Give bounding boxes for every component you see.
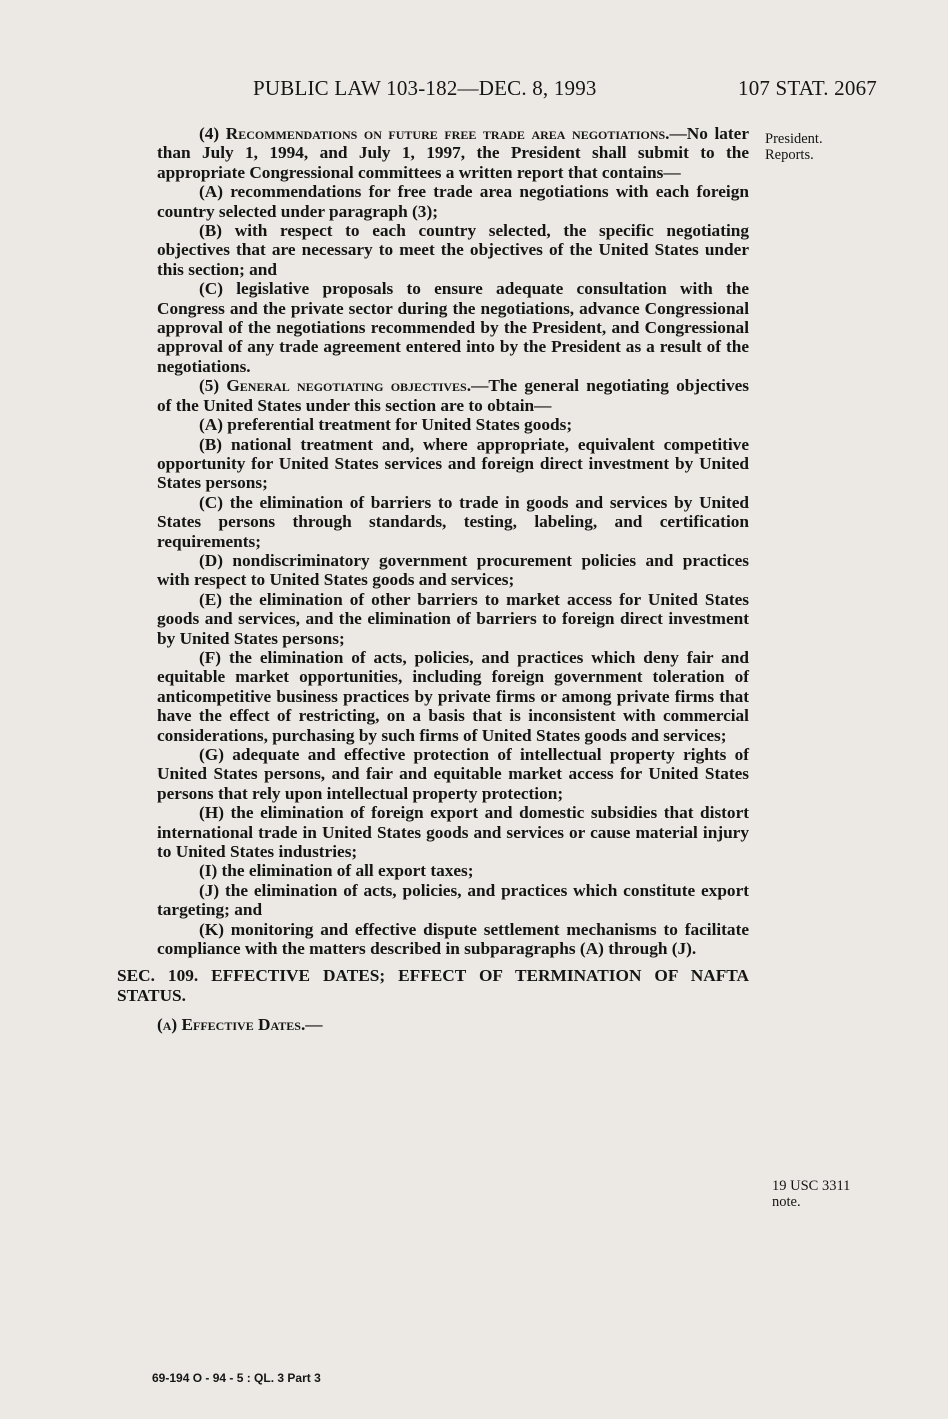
paragraph-text: —The general negotiating objectives of the United States under this section are to obtain— <box>157 376 750 415</box>
list-item: (A) preferential treatment for United States goods; <box>199 415 573 435</box>
list-item: (H) the elimination of foreign export and domestic subsidies that distort international trade in United States goods and services or cause material injury to United States industries; <box>157 803 749 862</box>
list-item: (G) adequate and effective protection of intellectual property rights of United States persons, and fair and equitable market access for United States persons that rely upon intellectual property protection; <box>157 745 749 803</box>
paragraph-text: —No later than July 1, 1994, and July 1, 1997, the President shall submit to the appropriate Congressional committees a written report that contains— <box>157 124 750 182</box>
list-item: (C) the elimination of barriers to trade in goods and services by United States persons through standards, testing, labeling, and certification requirements; <box>157 492 749 551</box>
list-item: (A) recommendations for free trade area negotiations with each foreign country selected under paragraph (3); <box>157 182 749 221</box>
body-text <box>117 124 750 1035</box>
list-item: (B) with respect to each country selected, the specific negotiating objectives that are necessary to meet the objectives of the United States under this section; and <box>157 221 749 279</box>
list-item: (I) the elimination of all export taxes; <box>199 861 474 881</box>
running-header: PUBLIC LAW 103-182—DEC. 8, 1993 <box>253 76 597 100</box>
paragraph-heading: (5) General negotiating objectives. <box>199 376 472 396</box>
list-item: (F) the elimination of acts, policies, and practices which deny fair and equitable market opportunities, including foreign government toleration of anticompetitive business practices by private firms or among private firms that have the effect of restricting, on a basis that is inconsistent with commercial considerations, purchasing by such firms of United States goods and services; <box>157 647 749 745</box>
printer-footer: 69-194 O - 94 - 5 : QL. 3 Part 3 <box>152 1371 321 1385</box>
page-number: 107 STAT. 2067 <box>738 76 877 100</box>
list-item: (D) nondiscriminatory government procurement policies and practices with respect to United States goods and services; <box>157 550 749 590</box>
paragraph-5 <box>157 376 749 415</box>
list-item: (B) national treatment and, where appropriate, equivalent competitive opportunity for United States services and foreign direct investment by United States persons; <box>157 434 749 493</box>
paragraph-4 <box>157 124 749 182</box>
paragraph-heading: (4) Recommendations on future free trade area negotiations. <box>199 124 670 143</box>
margin-note-usc: 19 USC 3311 note. <box>772 1178 851 1210</box>
list-item: (J) the elimination of acts, policies, and practices which constitute export targeting; and <box>157 880 749 920</box>
list-item: (K) monitoring and effective dispute settlement mechanisms to facilitate compliance with the matters described in subparagraphs (A) through (J). <box>157 919 749 959</box>
section-subheading: (a) Effective Dates.— <box>157 1015 323 1035</box>
margin-note-president: President. Reports. <box>765 131 823 163</box>
section-title: SEC. 109. EFFECTIVE DATES; EFFECT OF TERMINATION OF NAFTA STATUS. <box>117 966 749 1005</box>
list-item: (C) legislative proposals to ensure adequate consultation with the Congress and the private sector during the negotiations, advance Congressional approval of the negotiations recommended by the President, and Congressional approval of any trade agreement entered into by the President as a result of the negotiations. <box>157 279 749 376</box>
list-item: (E) the elimination of other barriers to market access for United States goods and services, and the elimination of barriers to foreign direct investment by United States persons; <box>157 589 749 648</box>
